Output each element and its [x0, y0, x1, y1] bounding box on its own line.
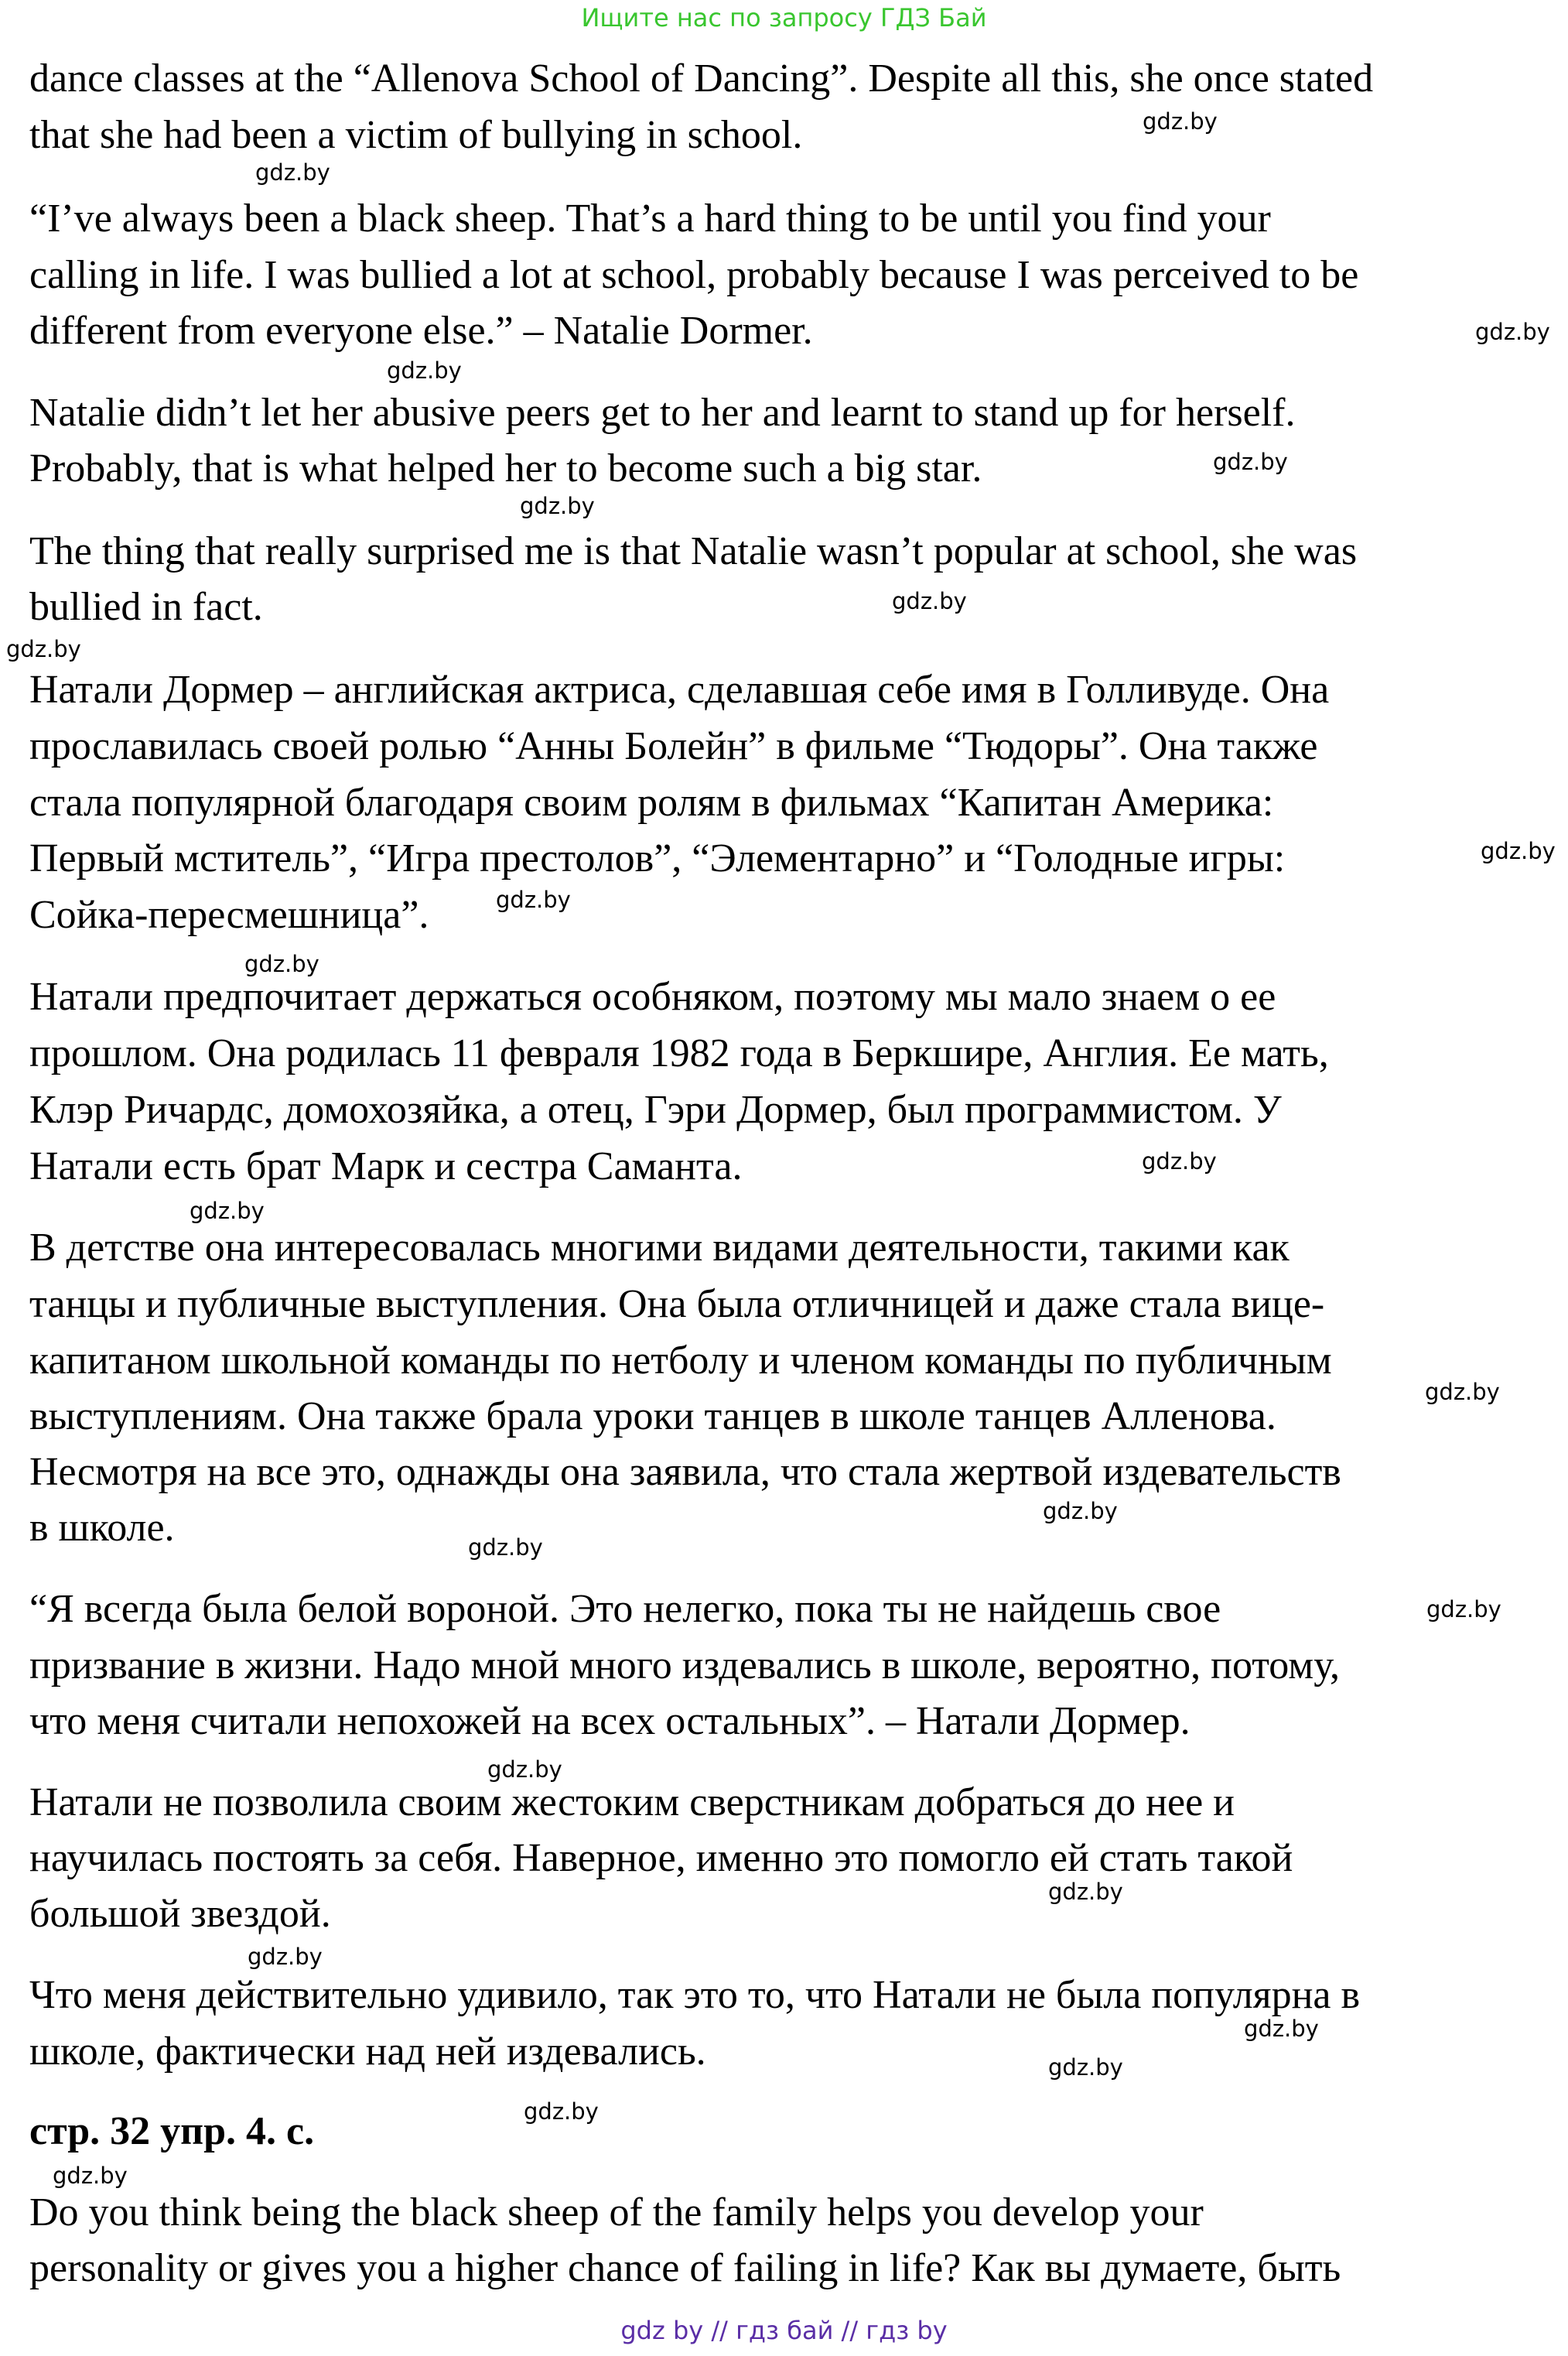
text-line: dance classes at the “Allenova School of Dancing”. Despite all this, she once stated — [29, 56, 1374, 101]
watermark: gdz.by — [387, 357, 462, 384]
text-line: прошлом. Она родилась 11 февраля 1982 года в Беркшире, Англия. Ее мать, — [29, 1031, 1329, 1075]
watermark: gdz.by — [1048, 1879, 1123, 1905]
text-line: школе, фактически над ней издевались. — [29, 2029, 706, 2074]
watermark: gdz.by — [1142, 1148, 1217, 1175]
text-line: выступлениям. Она также брала уроки танцев в школе танцев Алленова. — [29, 1394, 1276, 1438]
text-line: that she had been a victim of bullying in school. — [29, 113, 803, 157]
text-line: что меня считали непохожей на всех остальных”. – Натали Дормер. — [29, 1699, 1191, 1743]
text-line: Клэр Ричардс, домохозяйка, а отец, Гэри Дормер, был программистом. У — [29, 1088, 1282, 1132]
text-line: Натали Дормер – английская актриса, сделавшая себе имя в Голливуде. Она — [29, 668, 1330, 712]
watermark: gdz.by — [1481, 838, 1556, 864]
top-banner[interactable]: Ищите нас по запросу ГДЗ Бай — [581, 3, 987, 32]
text-line: Natalie didn’t let her abusive peers get to her and learnt to stand up for herself. — [29, 391, 1296, 435]
watermark: gdz.by — [6, 636, 81, 662]
text-line: personality or gives you a higher chance of failing in life? Как вы думаете, быть — [29, 2246, 1341, 2290]
text-line: танцы и публичные выступления. Она была отличницей и даже стала вице- — [29, 1282, 1325, 1326]
text-line: Натали есть брат Марк и сестра Саманта. — [29, 1144, 743, 1188]
watermark: gdz.by — [255, 159, 330, 186]
watermark: gdz.by — [468, 1534, 543, 1561]
text-line: bullied in fact. — [29, 585, 263, 629]
watermark: gdz.by — [1043, 1498, 1118, 1524]
watermark: gdz.by — [1426, 1596, 1501, 1623]
text-line: Что меня действительно удивило, так это то, что Натали не была популярна в — [29, 1973, 1361, 2017]
text-line: “Я всегда была белой вороной. Это нелегко, пока ты не найдешь свое — [29, 1587, 1221, 1631]
text-line: большой звездой. — [29, 1892, 331, 1936]
watermark: gdz.by — [1475, 319, 1550, 345]
text-line: в школе. — [29, 1506, 175, 1550]
watermark: gdz.by — [1143, 108, 1218, 135]
text-line: Натали не позволила своим жестоким сверстникам добраться до нее и — [29, 1780, 1235, 1824]
watermark: gdz.by — [892, 588, 967, 614]
watermark: gdz.by — [244, 951, 319, 977]
text-line: The thing that really surprised me is that Natalie wasn’t popular at school, she was — [29, 529, 1358, 573]
text-line: “I’ve always been a black sheep. That’s a hard thing to be until you find your — [29, 197, 1271, 241]
text-line: прославилась своей ролью “Анны Болейн” в фильме “Тюдоры”. Она также — [29, 724, 1318, 768]
text-line: Сойка-пересмешница”. — [29, 893, 429, 937]
watermark: gdz.by — [190, 1198, 265, 1224]
text-line: В детстве она интересовалась многими видами деятельности, такими как — [29, 1226, 1290, 1270]
exercise-heading: стр. 32 упр. 4. с. — [29, 2109, 315, 2153]
watermark: gdz.by — [487, 1756, 562, 1783]
watermark: gdz.by — [1048, 2054, 1123, 2081]
watermark: gdz.by — [496, 887, 571, 913]
text-line: different from everyone else.” – Natalie Dormer. — [29, 309, 813, 353]
text-line: Первый мститель”, “Игра престолов”, “Элементарно” и “Голодные игры: — [29, 836, 1286, 881]
watermark: gdz.by — [1213, 449, 1288, 475]
text-line: Несмотря на все это, однажды она заявила, что стала жертвой издевательств — [29, 1450, 1341, 1494]
text-line: капитаном школьной команды по нетболу и членом команды по публичным — [29, 1339, 1332, 1383]
text-line: calling in life. I was bullied a lot at school, probably because I was perceived to be — [29, 253, 1359, 297]
footer-links[interactable]: gdz by // гдз бай // гдз by — [620, 2316, 948, 2345]
text-line: научилась постоять за себя. Наверное, именно это помогло ей стать такой — [29, 1836, 1293, 1880]
watermark: gdz.by — [248, 1944, 323, 1970]
watermark: gdz.by — [520, 493, 595, 519]
watermark: gdz.by — [1425, 1379, 1500, 1405]
watermark: gdz.by — [1244, 2016, 1319, 2042]
text-line: Probably, that is what helped her to become such a big star. — [29, 446, 982, 491]
text-line: Натали предпочитает держаться особняком, поэтому мы мало знаем о ее — [29, 975, 1276, 1019]
text-line: стала популярной благодаря своим ролям в фильмах “Капитан Америка: — [29, 781, 1274, 825]
watermark: gdz.by — [524, 2098, 599, 2125]
text-line: Do you think being the black sheep of the family helps you develop your — [29, 2190, 1204, 2235]
text-line: призвание в жизни. Надо мной много издевались в школе, вероятно, потому, — [29, 1643, 1341, 1687]
watermark: gdz.by — [53, 2163, 128, 2189]
